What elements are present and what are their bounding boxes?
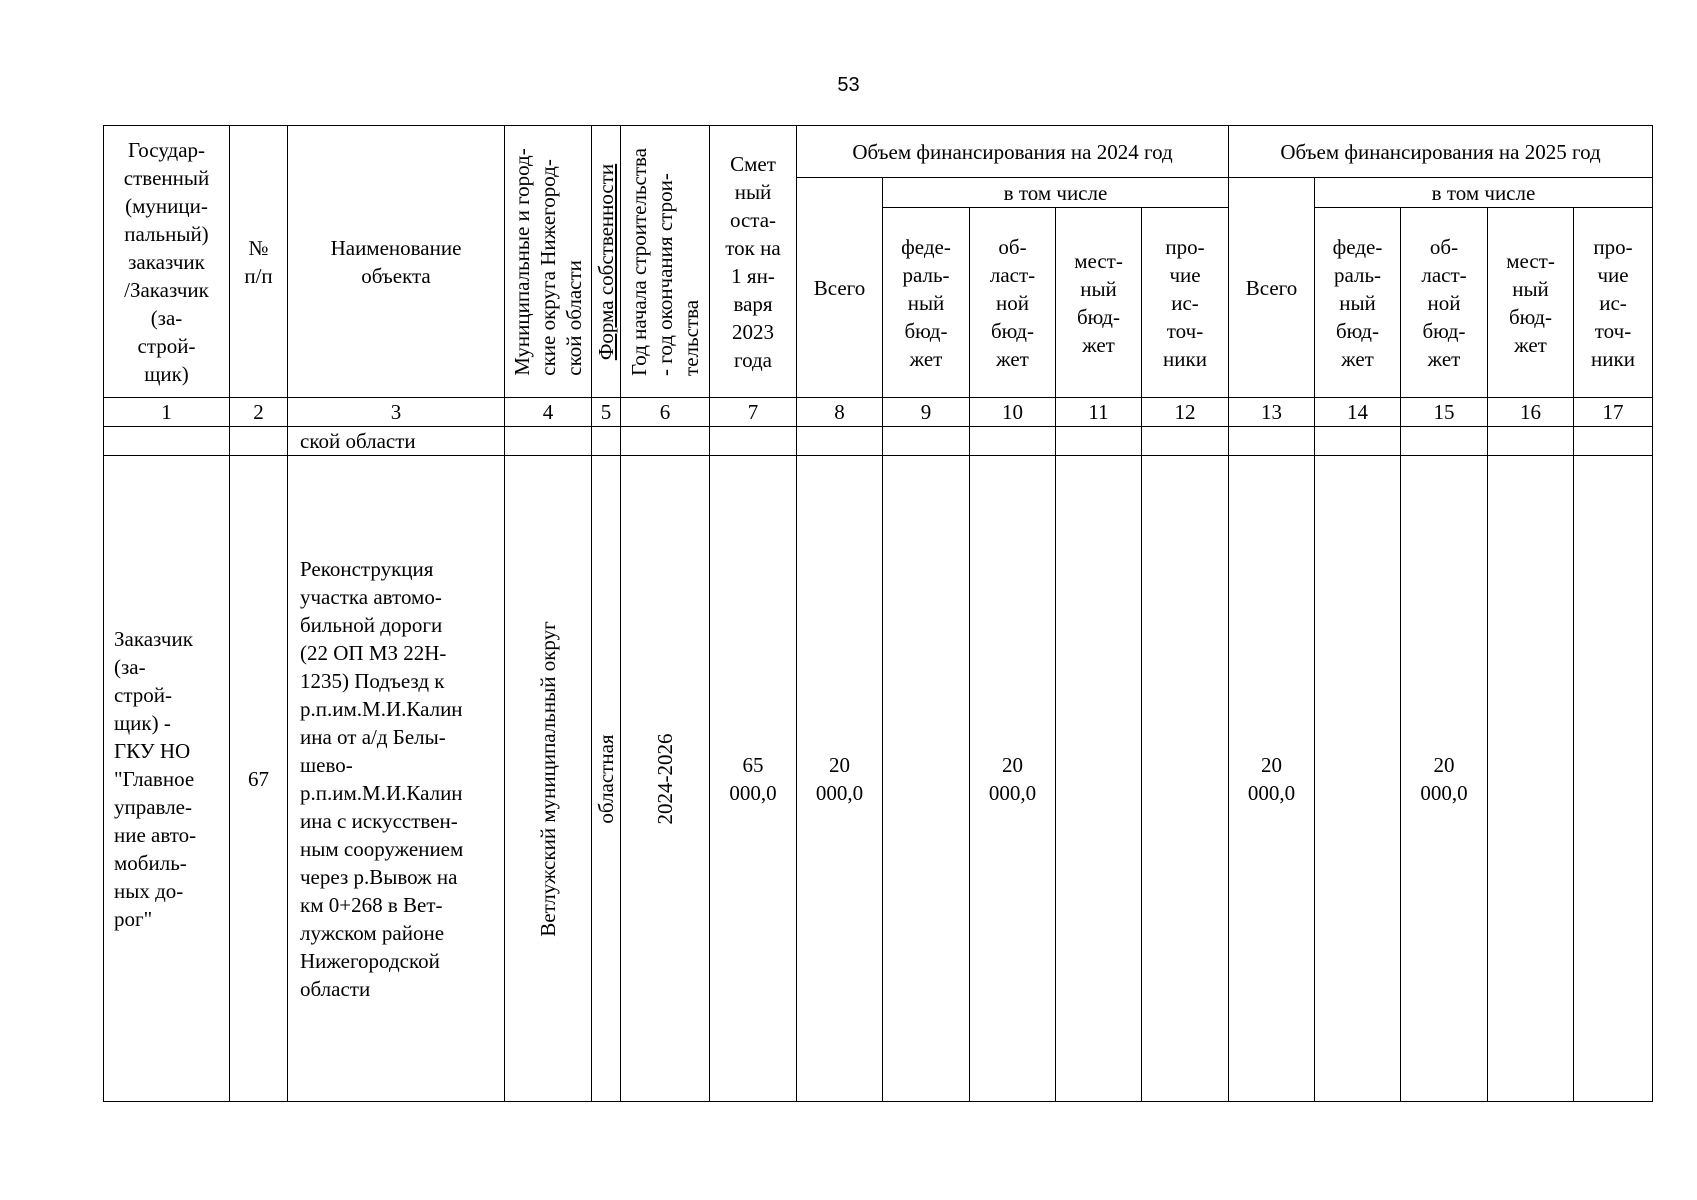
header-including-2025: в том числе	[1315, 178, 1653, 208]
column-number: 8	[797, 398, 883, 427]
header-local-2025: мест- ный бюд- жет	[1488, 208, 1574, 398]
header-federal-2024: феде- раль- ный бюд- жет	[883, 208, 970, 398]
row-number: 67	[230, 456, 288, 1102]
continuation-text: ской области	[288, 427, 505, 456]
table-row	[104, 456, 1653, 1102]
row-remaining-estimate: 65 000,0	[710, 456, 797, 1102]
column-numbers-row	[104, 398, 1653, 427]
row-regional-2025: 20 000,0	[1401, 456, 1488, 1102]
column-number: 16	[1488, 398, 1574, 427]
header-financing-2024: Объем финансирования на 2024 год	[797, 126, 1229, 178]
row-other-2025	[1574, 456, 1653, 1102]
row-total-2025: 20 000,0	[1229, 456, 1315, 1102]
header-remaining-estimate: Смет ный оста- ток на 1 ян- варя 2023 года	[710, 126, 797, 398]
header-ownership: Форма собственности	[592, 126, 621, 398]
column-number: 13	[1229, 398, 1315, 427]
header-customer: Государ- ственный (муници- пальный) заказчик /Заказчик (за- строй- щик)	[104, 126, 230, 398]
column-number: 12	[1142, 398, 1229, 427]
header-other-2025: про- чие ис- точ- ники	[1574, 208, 1653, 398]
header-number: № п/п	[230, 126, 288, 398]
row-local-2025	[1488, 456, 1574, 1102]
row-total-2024: 20 000,0	[797, 456, 883, 1102]
header-including-2024: в том числе	[883, 178, 1229, 208]
column-number: 1	[104, 398, 230, 427]
column-number: 17	[1574, 398, 1653, 427]
row-object-name: Реконструкция участка автомо- бильной дороги (22 ОП МЗ 22Н- 1235) Подъезд к р.п.им.М.И.Калин ина от а/д Белы- шево- р.п.им.М.И.Калин ина с искусствен- ным сооружением через р.Вывож на км 0+268 в Вет- лужском районе Нижегородской области	[288, 456, 505, 1102]
header-construction-years: Год начала строительства - год окончания строи- тельства	[621, 126, 710, 398]
row-other-2024	[1142, 456, 1229, 1102]
column-number: 10	[970, 398, 1056, 427]
row-federal-2024	[883, 456, 970, 1102]
column-number: 15	[1401, 398, 1488, 427]
row-federal-2025	[1315, 456, 1401, 1102]
header-object-name: Наименование объекта	[288, 126, 505, 398]
header-regional-2025: об- ласт- ной бюд- жет	[1401, 208, 1488, 398]
column-number: 14	[1315, 398, 1401, 427]
financing-table	[103, 125, 1653, 1102]
column-number: 9	[883, 398, 970, 427]
column-number: 11	[1056, 398, 1142, 427]
row-construction-years: 2024-2026	[621, 456, 710, 1102]
column-number: 5	[592, 398, 621, 427]
row-local-2024	[1056, 456, 1142, 1102]
row-regional-2024: 20 000,0	[970, 456, 1056, 1102]
column-number: 7	[710, 398, 797, 427]
row-customer: Заказчик (за- строй- щик) - ГКУ НО "Главное управле- ние авто- мобиль- ных до- рог"	[104, 456, 230, 1102]
header-local-2024: мест- ный бюд- жет	[1056, 208, 1142, 398]
column-number: 2	[230, 398, 288, 427]
header-total-2024: Всего	[797, 178, 883, 398]
header-regional-2024: об- ласт- ной бюд- жет	[970, 208, 1056, 398]
column-number: 3	[288, 398, 505, 427]
header-other-2024: про- чие ис- точ- ники	[1142, 208, 1229, 398]
column-number: 6	[621, 398, 710, 427]
continuation-row	[104, 427, 1653, 456]
header-municipality: Муниципальные и город- ские округа Нижегород- ской области	[505, 126, 592, 398]
header-total-2025: Всего	[1229, 178, 1315, 398]
row-municipality: Ветлужский муниципальный округ	[505, 456, 592, 1102]
row-ownership: областная	[592, 456, 621, 1102]
header-financing-2025: Объем финансирования на 2025 год	[1229, 126, 1653, 178]
page-number: 53	[837, 74, 860, 96]
column-number: 4	[505, 398, 592, 427]
header-federal-2025: феде- раль- ный бюд- жет	[1315, 208, 1401, 398]
